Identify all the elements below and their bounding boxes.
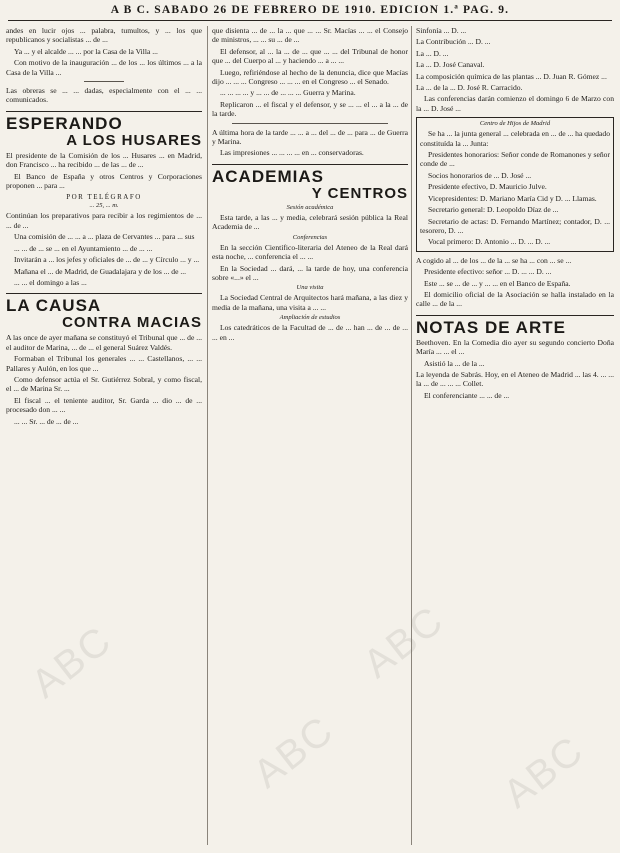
article-paragraph: Invitarán a ... los jefes y oficiales de ... de ... y Círculo ... y ...	[14, 255, 200, 265]
article-separator	[232, 123, 388, 124]
headline-line-2: A LOS HUSARES	[66, 131, 202, 149]
article-paragraph: Secretario de actas: D. Fernando Martínez; contador, D. ... tesorero, D. ...	[420, 216, 610, 235]
watermark-logo: ABC	[495, 727, 593, 817]
article-paragraph: Continúan los preparativos para recibir a los regimientos de ... ... de ...	[6, 211, 202, 230]
article-paragraph: A las once de ayer mañana se constituyó el Tribunal que ... de ... el auditor de Marina, ... de ... el general Suárez Valdés.	[6, 333, 202, 352]
article-paragraph: El defensor, al ... la ... de ... que ... ... del Tribunal de honor que ... del Cuerpo al ... y haciendo ... a ... ...	[212, 46, 408, 66]
article-paragraph: Las conferencias darán comienzo el domingo 6 de Marzo con la ... D. José ...	[416, 94, 614, 113]
section-subtitle: Una visita	[296, 284, 324, 292]
column-2	[212, 26, 408, 847]
headline-esperando	[6, 111, 202, 149]
article-paragraph: El Banco de España y otros Centros y Corporaciones proponen ... para ...	[6, 171, 202, 191]
article-paragraph: Presidentes honorarios: Señor conde de Romanones y señor conde de ...	[420, 150, 610, 169]
article-paragraph: A última hora de la tarde ... ... a ... del ... de ... para ... de Guerra y Marina.	[212, 127, 408, 147]
article-paragraph: La leyenda de Sabrás. Hoy, en el Ateneo de Madrid ... las 4. ... ... la ... de ... ... ... Collet.	[416, 369, 614, 389]
article-paragraph: ... ... ... ... y ... ... de ... ... ... Guerra y Marina.	[220, 88, 356, 98]
list-item: La ... de la ... D. José R. Carracido.	[416, 83, 523, 93]
article-paragraph: En la Sociedad ... dará, ... la tarde de hoy, una conferencia sobre «...» el ...	[212, 263, 408, 282]
article-paragraph: Presidente efectivo, D. Mauricio Julve.	[428, 182, 547, 192]
section-subtitle: Centro de Hijos de Madrid	[479, 120, 551, 128]
article-paragraph: Secretario general: D. Leopoldo Díaz de ...	[428, 205, 559, 215]
article-paragraph: Luego, refiriéndose al hecho de la denuncia, dice que Macías dijo ... ... ... Congreso ... ... ... en el Congreso ... el Senado.	[212, 67, 408, 87]
watermark-logo: ABC	[355, 597, 453, 687]
article-paragraph: En la sección Científico-literaria del Ateneo de la Real dará esta noche, ... conferencia el ... ...	[212, 242, 408, 262]
headline-line-1: ACADEMIAS	[212, 166, 324, 186]
article-paragraph: que disienta ... de ... la ... que ... ... Sr. Macías ... ... el Consejo de ministros, ... ... su ... de ...	[212, 26, 408, 45]
article-paragraph: Los catedráticos de la Facultad de ... de ... han ... de ... de ... ... en ...	[212, 323, 408, 342]
article-paragraph: Vocal primero: D. Antonio ... D. ... D. ...	[428, 237, 551, 247]
article-paragraph: Como defensor actúa el Sr. Gutiérrez Sobral, y como fiscal, el ... de Marina Sr. ...	[6, 374, 202, 394]
watermark-logo: ABC	[245, 707, 343, 797]
article-paragraph: La Sociedad Central de Arquitectos hará mañana, a las diez y media de la mañana, una visita a ... ...	[212, 293, 408, 312]
article-paragraph: ... ... el domingo a las ...	[14, 277, 87, 287]
article-paragraph: Con motivo de la inauguración ... de los ... los últimos ... a la Casa de la Villa ...	[6, 58, 202, 77]
column-divider-1	[207, 26, 208, 845]
centro-box	[416, 117, 614, 251]
article-paragraph: Mañana el ... de Madrid, de Guadalajara y de los ... de ...	[14, 266, 187, 276]
masthead-rule	[8, 20, 612, 21]
article-paragraph: Esta tarde, a las ... y media, celebrará sesión pública la Real Academia de ...	[212, 212, 408, 232]
headline-causa	[6, 293, 202, 331]
article-paragraph: Presidente efectivo: señor ... D. ... ... D. ...	[424, 267, 552, 277]
list-item: La ... D. José Canaval.	[416, 60, 485, 70]
article-paragraph: Vicepresidentes: D. Mariano María Cid y D. ... Llamas.	[428, 193, 597, 203]
dateline: ... 25, ... m.	[89, 202, 119, 210]
headline-academias	[212, 164, 408, 202]
list-item: La composición química de las plantas ... D. Juan R. Gómez ...	[416, 71, 607, 81]
headline-line-1: ESPERANDO	[6, 113, 123, 133]
article-paragraph: El presidente de la Comisión de los ... Husares ... en Madrid, don Francisco ... ha recibido ... de las ... de ...	[6, 150, 202, 170]
list-item: La Contribución ... D. ...	[416, 37, 491, 47]
section-subtitle: Sesión académica	[286, 203, 334, 211]
article-paragraph: Una comisión de ... ... a ... plaza de Cervantes ... para ... sus	[14, 232, 195, 242]
short-separator	[84, 81, 124, 82]
article-paragraph: andes en lucir ojos ... palabra, tumultos, y ... los que republicanos y socialistas ... de ...	[6, 26, 202, 45]
article-paragraph: Las obreras se ... ... dadas, especialmente con el ... ... comunicados.	[6, 86, 202, 105]
article-paragraph: ... ... Sr. ... de ... de ...	[14, 416, 79, 426]
article-paragraph: Asistió la ... de la ...	[424, 358, 485, 368]
headline-line-2: Y CENTROS	[311, 184, 408, 202]
article-paragraph: El fiscal ... el teniente auditor, Sr. Garda ... dio ... de ... procesado don ... ...	[6, 395, 202, 415]
article-paragraph: Se ha ... la junta general ... celebrada en ... de ... ha quedado constituída la ... Junta:	[420, 129, 610, 148]
list-item: Sinfonía ... D. ...	[416, 26, 467, 35]
article-paragraph: ... ... de ... se ... en el Ayuntamiento ... de ... ...	[14, 243, 153, 253]
headline-notas-arte: NOTAS DE ARTE	[416, 315, 614, 336]
column-1	[6, 26, 202, 847]
article-paragraph: Las impresiones ... ... ... ... en ... conservadoras.	[220, 148, 364, 158]
column-divider-2	[411, 26, 412, 845]
section-subtitle: Ampliación de estudios	[279, 314, 341, 322]
article-paragraph: Replicaron ... el fiscal y el defensor, y se ... ... el ... a la ... de la tarde.	[212, 99, 408, 119]
list-item: La ... D. ...	[416, 48, 449, 58]
page-masthead: A B C. SABADO 26 DE FEBRERO DE 1910. EDICION 1.ª PAG. 9.	[110, 4, 510, 16]
section-subtitle: Conferencias	[292, 233, 328, 241]
article-paragraph: Ya ... y el alcalde ... ... por la Casa de la Villa ...	[14, 46, 158, 56]
article-paragraph: Socios honorarios de ... D. José ...	[428, 170, 532, 180]
section-subtitle: POR TELÉGRAFO	[66, 193, 142, 202]
column-3	[416, 26, 614, 847]
headline-line-1: LA CAUSA	[6, 296, 102, 316]
article-paragraph: Formaban el Tribunal los generales ... ... Castellanos, ... ... Pallares y Aulón, en los que ...	[6, 354, 202, 373]
article-paragraph: Beethoven. En la Comedia dio ayer su segundo concierto Doña María ... ... el ...	[416, 337, 614, 357]
article-paragraph: A cogido al ... de los ... de la ... se ha ... con ... se ...	[416, 255, 572, 265]
article-paragraph: El conferenciante ... ... de ...	[424, 390, 510, 400]
watermark-logo: ABC	[23, 617, 121, 707]
article-paragraph: El domicilio oficial de la Asociación se halla instalado en la calle ... de la ...	[416, 289, 614, 309]
headline-line-2: CONTRA MACIAS	[62, 314, 202, 332]
article-paragraph: Este ... se ... de ... y ... ... en el Banco de España.	[424, 278, 571, 288]
